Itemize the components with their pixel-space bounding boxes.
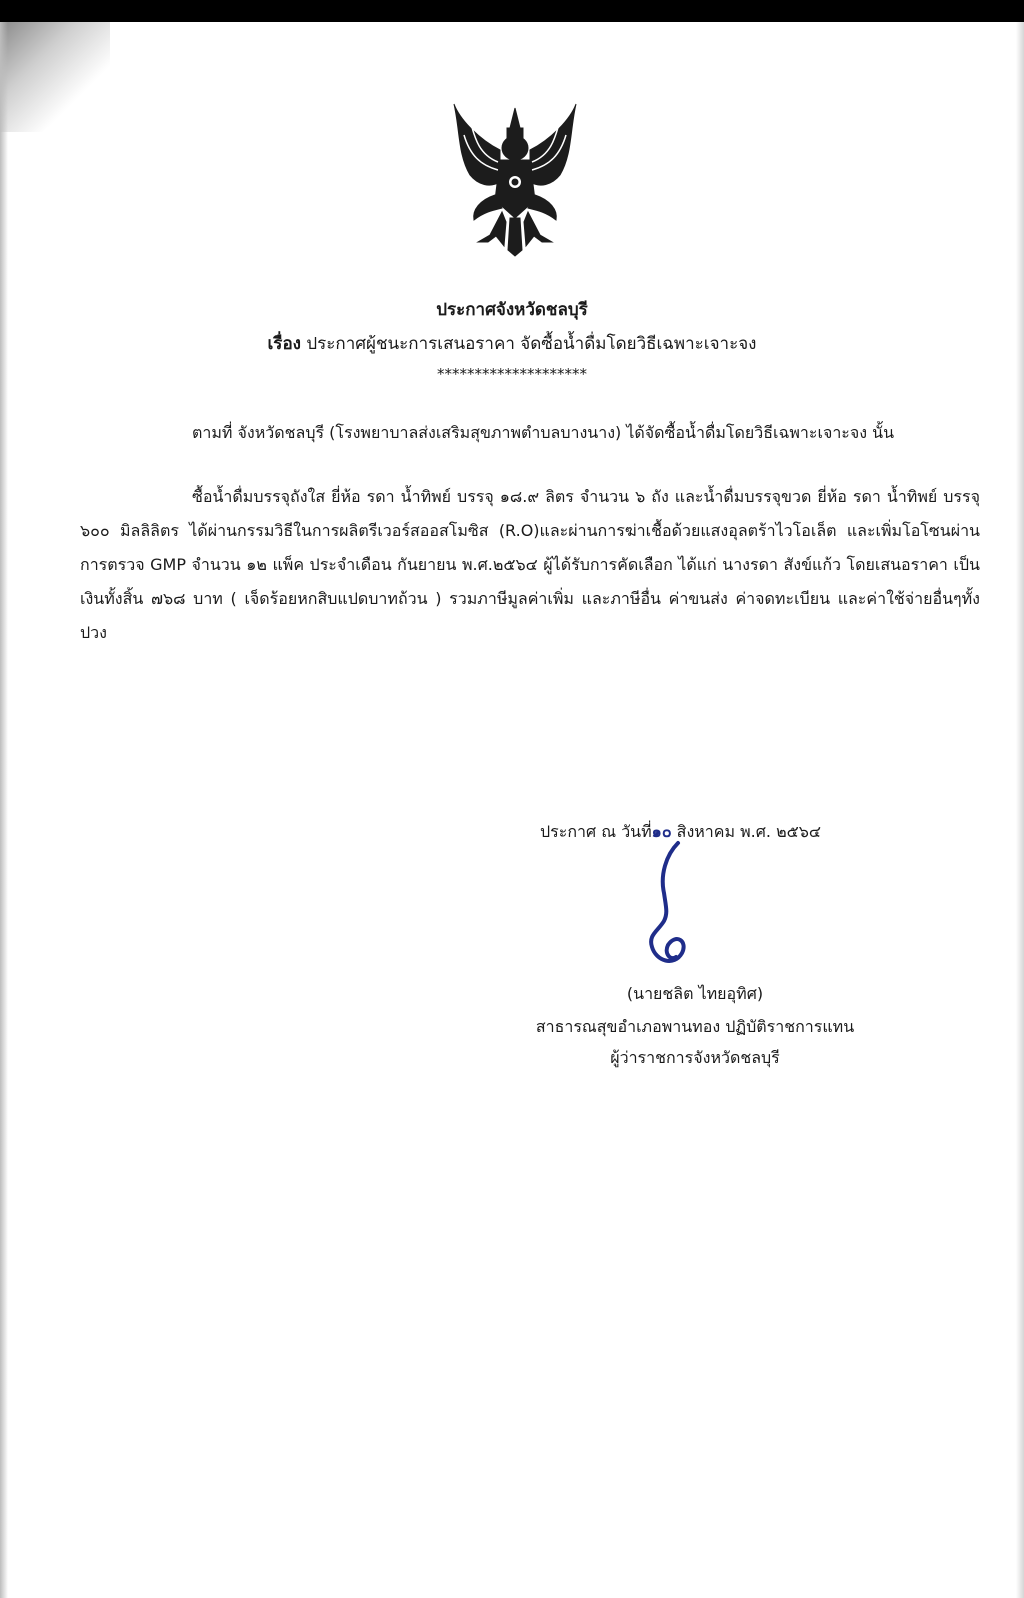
date-day: ๑๐ (651, 822, 672, 841)
paragraph-details: ซื้อน้ำดื่มบรรจุถังใส ยี่ห้อ รดา น้ำทิพย์ บรรจุ ๑๘.๙ ลิตร จำนวน ๖ ถัง และน้ำดื่มบรรจุขวด ยี่ห้อ รดา น้ำทิพย์ บรรจุ ๖๐๐ มิลลิลิตร ได้ผ่านกรรมวิธีในการผลิตรีเวอร์สออสโมซิส (R.O)และผ่านการฆ่าเชื้อด้วยแสงอุลตร้าไวโอเล็ต และเพิ่มโอโซนผ่านการตรวจ GMP จำนวน ๑๒ แพ็ค ประจำเดือน กันยายน พ.ศ.๒๕๖๔ ผู้ได้รับการคัดเลือก ได้แก่ นางรดา สังข์แก้ว โดยเสนอราคา เป็นเงินทั้งสิ้น ๗๖๘ บาท ( เจ็ดร้อยหกสิบแปดบาทถ้วน ) รวมภาษีมูลค่าเพิ่ม และภาษีอื่น ค่าขนส่ง ค่าจดทะเบียน และค่าใช้จ่ายอื่นๆทั้งปวง (80, 487, 980, 642)
top-edge-bar (0, 0, 1024, 22)
asterisk-divider: ******************** (437, 365, 587, 383)
handwritten-signature (630, 835, 700, 975)
document-subject (0, 330, 1024, 357)
left-edge-shadow (0, 22, 8, 1598)
subject-label: เรื่อง (267, 334, 301, 354)
paragraph-intro: ตามที่ จังหวัดชลบุรี (โรงพยาบาลส่งเสริมสุขภาพตำบลบางนาง) ได้จัดซื้อน้ำดื่มโดยวิธีเฉพาะเจาะจง นั้น (192, 423, 895, 442)
subject-text: ประกาศผู้ชนะการเสนอราคา จัดซื้อน้ำดื่มโดยวิธีเฉพาะเจาะจง (306, 334, 757, 354)
right-edge-shadow (1016, 22, 1024, 1598)
date-suffix: สิงหาคม พ.ศ. ๒๕๖๔ (676, 822, 821, 841)
signer-position-2: ผู้ว่าราชการจังหวัดชลบุรี (610, 1048, 780, 1067)
date-prefix: ประกาศ ณ วันที่ (540, 822, 652, 841)
signer-position: สาธารณสุขอำเภอพานทอง ปฏิบัติราชการแทน (535, 1017, 855, 1036)
garuda-emblem-icon (450, 100, 580, 260)
page-corner-shadow (0, 22, 110, 132)
signer-name: (นายชลิต ไทยอุทิศ) (626, 984, 764, 1003)
document-title: ประกาศจังหวัดชลบุรี (436, 300, 588, 320)
